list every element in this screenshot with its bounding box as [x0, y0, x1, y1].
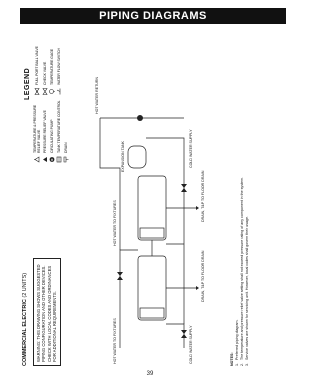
legend-item: DRAIN	[63, 99, 69, 163]
label-expansion-tank: EXPANSION TANK	[121, 141, 125, 172]
page-banner: PIPING DIAGRAMS	[20, 8, 286, 24]
label-cold-water-supply-2: COLD WATER SUPPLY	[189, 129, 193, 168]
legend-item: TEMPERATURE GAGE	[49, 31, 55, 95]
legend-item: CIRCULATING PUMP	[49, 99, 55, 163]
drain-icon	[196, 286, 199, 290]
ball-valve-icon	[117, 272, 123, 280]
warning-line: FOR ADDITIONAL REQUIREMENTS.	[52, 291, 58, 362]
label-cold-water-supply: COLD WATER SUPPLY	[189, 325, 193, 364]
note-item: 2.The temperature and pressure relief valve setting shall not exceed pressure rating of any component in the system.	[240, 177, 244, 366]
label-hot-water-to-fixtures-2: HOT WATER TO FIXTURES	[113, 200, 117, 246]
cold-water-line-1	[166, 324, 184, 348]
warning-line: WARNING: THIS DRAWING SHOWS SUGGESTED	[36, 264, 41, 362]
cold-water-header	[146, 138, 184, 324]
legend-item: FULL PORT BALL VALVE	[33, 31, 41, 95]
hot-water-header	[100, 118, 120, 250]
label-hot-water-return: HOT WATER RETURN	[95, 76, 99, 114]
water-heater-2	[138, 176, 166, 240]
notes	[230, 66, 250, 366]
label-drain-2: DRAIN, T&P TO FLOOR DRAIN	[201, 170, 205, 222]
legend-item: TEMPERATURE & PRESSURE RELIEF VALVE	[33, 99, 41, 163]
legend-title: LEGEND	[24, 67, 31, 100]
legend-item: PRESSURE RELIEF VALVE	[42, 99, 48, 163]
label-drain-1: DRAIN, T&P TO FLOOR DRAIN	[201, 250, 205, 302]
legend-item: WATER FLOW SWITCH	[56, 31, 62, 95]
note-item: 3.Service valves are shown for servicing unit. However, local codes shall govern their usage.	[245, 215, 249, 366]
heater-1-element	[140, 308, 164, 318]
circulating-pump-icon	[137, 115, 143, 121]
hot-water-line	[120, 250, 138, 348]
diagram-title-text: COMMERCIAL ELECTRIC	[22, 299, 28, 366]
notes-heading: NOTES:	[230, 352, 234, 366]
note-item: 1.Preferred piping diagram.	[235, 319, 239, 366]
legend-item: TANK TEMPERATURE CONTROL	[56, 99, 62, 163]
warning-line: CHECK WITH LOCAL CODES AND ORDINANCES	[46, 265, 52, 362]
expansion-tank	[128, 146, 146, 168]
page-number: 39	[146, 371, 154, 377]
diagram-subtitle: (2 UNITS)	[22, 272, 28, 298]
label-hot-water-to-fixtures: HOT WATER TO FIXTURES	[113, 318, 117, 364]
legend-item: CHECK VALVE	[42, 31, 48, 95]
piping-diagram-page	[20, 28, 278, 368]
ball-valve-icon	[181, 330, 187, 338]
ball-valve-icon	[181, 184, 187, 192]
water-heater-1	[138, 256, 166, 320]
warning-line: PIPING CONFIGURATION AND OTHER DEVICES.	[41, 265, 47, 362]
drain-icon	[196, 206, 199, 210]
heater-2-element	[140, 228, 164, 238]
